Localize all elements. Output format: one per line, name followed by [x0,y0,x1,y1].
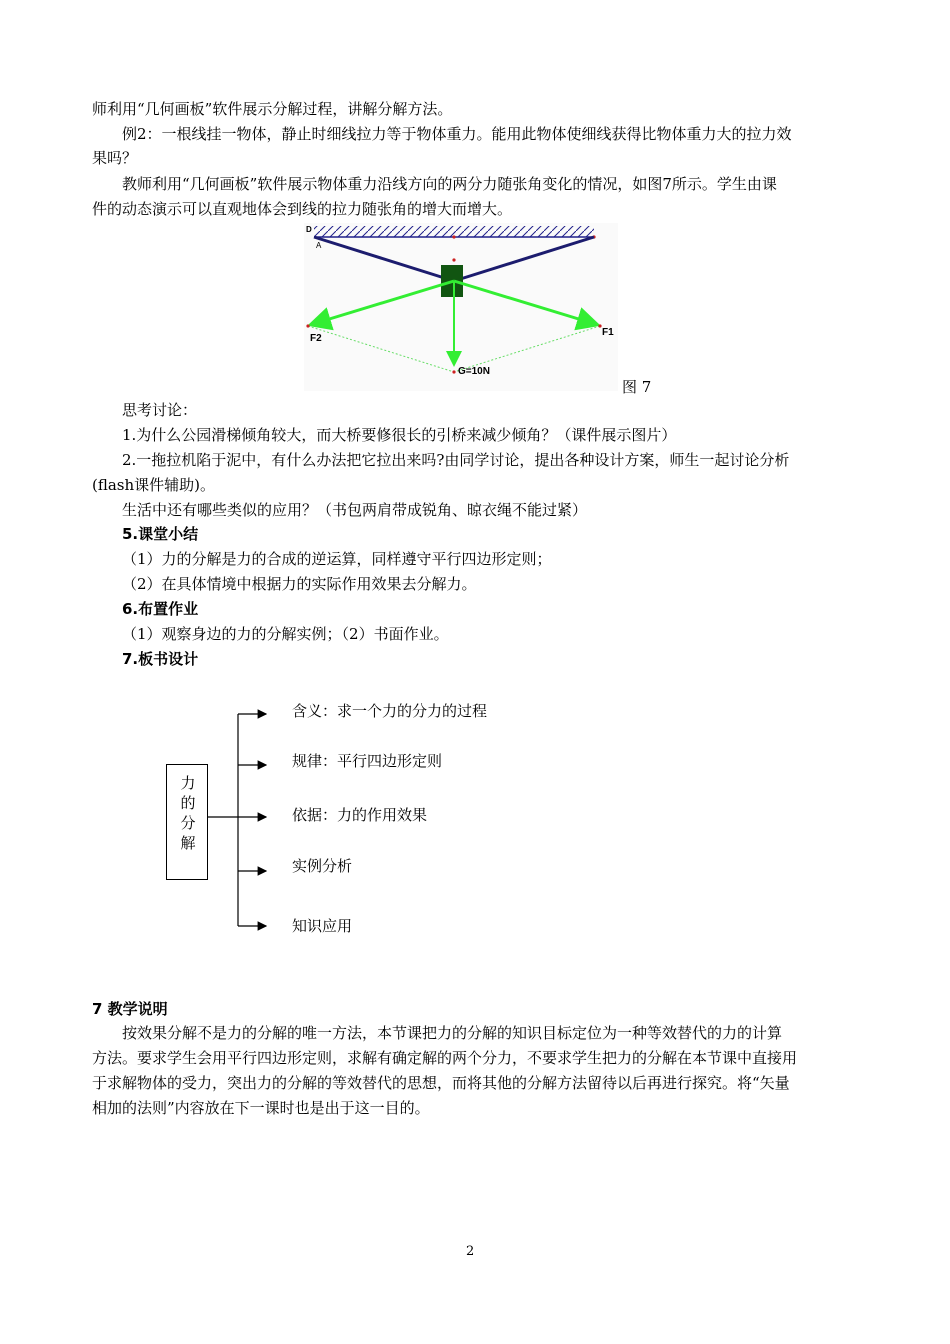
rope-left [314,237,454,281]
ceiling-point [452,235,455,238]
discussion-question: 1.为什么公园滑梯倾角较大，而大桥要修很长的引桥来减少倾角？（课件展示图片） [122,426,677,444]
ceiling-hatch [314,226,594,237]
label-f2: F2 [310,333,322,344]
summary-item: （2）在具体情境中根据力的实际作用效果去分解力。 [122,575,477,593]
figure-caption: 图 7 [622,378,652,396]
section-heading: 5.课堂小结 [122,525,199,543]
explain-line: 于求解物体的受力，突出力的分解的等效替代的思想，而将其他的分解方法留待以后再进行探究。将“矢量 [92,1074,790,1092]
board-connector-lines [200,700,280,940]
discussion-title: 思考讨论： [122,401,198,419]
board-branch-basis: 依据：力的作用效果 [292,806,428,824]
label-d: D [306,225,312,234]
board-title-box [166,764,208,880]
rope-right [454,237,594,281]
paragraph-line: 教师利用“几何画板”软件展示物体重力沿线方向的两分力随张角变化的情况，如图7所示。学生由课 [122,175,777,193]
board-branch-application: 知识应用 [292,917,353,935]
board-branch-examples: 实例分析 [292,857,353,875]
explain-line: 按效果分解不是力的分解的唯一方法，本节课把力的分解的知识目标定位为一种等效替代的力的计算 [122,1024,783,1042]
explain-heading: 7 教学说明 [92,1000,168,1018]
page-number: 2 [466,1244,475,1259]
example-2-line: 果吗？ [92,149,138,167]
paragraph-line: 师利用“几何画板”软件展示分解过程，讲解分解方法。 [92,100,453,118]
example-2-line: 例2：一根线挂一物体，静止时细线拉力等于物体重力。能用此物体使细线获得比物体重力大的拉力效 [122,125,792,143]
summary-item: （1）力的分解是力的合成的逆运算，同样遵守平行四边形定则； [122,550,552,568]
label-gravity: G=10N [458,366,490,377]
parallelogram-edge [308,326,454,372]
force-f1-arrow [454,281,595,324]
section-heading: 7.板书设计 [122,650,199,668]
explain-line: 相加的法则”内容放在下一课时也是出于这一目的。 [92,1099,430,1117]
board-branch-meaning: 含义：求一个力的分力的过程 [292,702,488,720]
discussion-question: 生活中还有哪些类似的应用？（书包两肩带成锐角、晾衣绳不能过紧） [122,501,588,519]
paragraph-line: 件的动态演示可以直观地体会到线的拉力随张角的增大而增大。 [92,200,513,218]
label-f1: F1 [602,327,614,338]
f2-point [306,324,309,327]
discussion-question: 2.一拖拉机陷于泥中，有什么办法把它拉出来吗?由同学讨论，提出各种设计方案，师生一起讨论分析 [122,451,790,469]
board-branch-rule: 规律：平行四边形定则 [292,752,443,770]
label-a: A [316,241,322,250]
board-title-char: 力 [180,774,196,792]
g-point [452,370,455,373]
board-title-char: 解 [180,834,196,852]
block-point [452,258,455,261]
discussion-question: (flash课件辅助)。 [92,476,216,494]
board-title-char: 的 [180,794,196,812]
homework-item: （1）观察身边的力的分解实例；（2）书面作业。 [122,625,449,643]
force-decomposition-figure [304,223,618,391]
explain-line: 方法。要求学生会用平行四边形定则，求解有确定解的两个分力，不要求学生把力的分解在本节课中直接用 [92,1049,798,1067]
board-title-char: 分 [180,814,196,832]
force-f2-arrow [313,281,454,324]
section-heading: 6.布置作业 [122,600,199,618]
